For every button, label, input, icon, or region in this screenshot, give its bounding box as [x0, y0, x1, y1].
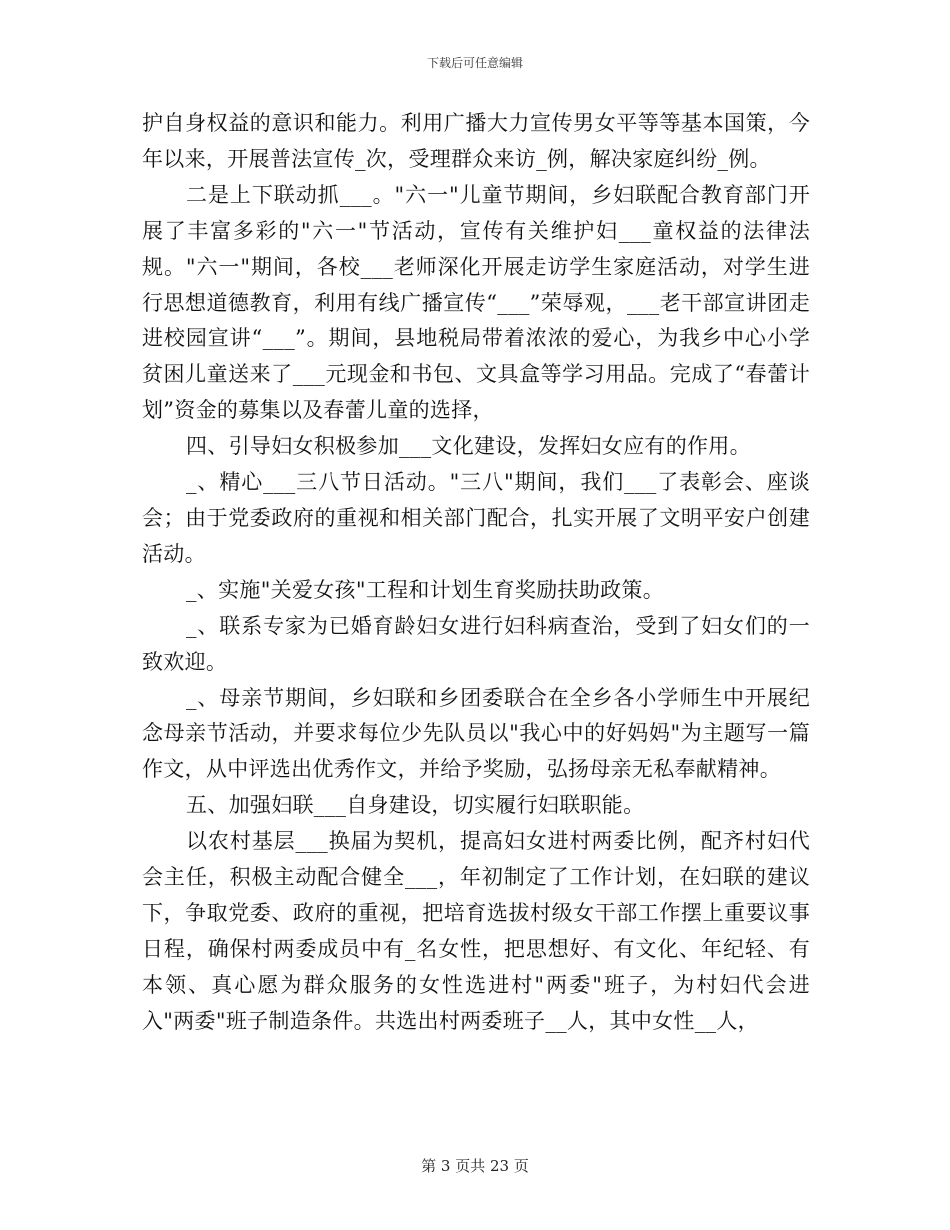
paragraph-village-election: 以农村基层___换届为契机，提高妇女进村两委比例，配齐村妇代会主任，积极主动配合健全___，年初制定了工作计划，在妇联的建议下，争取党委、政府的重视，把培育选拔村级女干部工作摆上重要议事日程，确保村两委成员中有_名女性，把思想好、有文化、年纪轻、有本领、真心愿为群众服务的女性选进村"两委"班子，为村妇代会进入"两委"班子制造条件。共选出村两委班子__人，其中女性__人， [142, 829, 810, 1033]
document-body [142, 106, 810, 1040]
paragraph-mothers-day: _、母亲节期间，乡妇联和乡团委联合在全乡各小学师生中开展纪念母亲节活动，并要求每位少先队员以"我心中的好妈妈"为主题写一篇作文，从中评选出优秀作文，并给予奖励，弘扬母亲无私奉献精神。 [142, 685, 810, 782]
page-number: 第 3 页共 23 页 [421, 1157, 529, 1175]
section-heading-four: 四、引导妇女积极参加___文化建设，发挥妇女应有的作用。 [186, 434, 751, 459]
page-header: 下载后可任意编辑 [426, 56, 523, 70]
section-heading-five: 五、加强妇联___自身建设，切实履行妇联职能。 [186, 793, 645, 818]
paragraph-womens-day: _、精心___三八节日活动。"三八"期间，我们___了表彰会、座谈会；由于党委政府的重视和相关部门配合，扎实开展了文明平安户创建活动。 [142, 470, 810, 566]
paragraph-care-for-girls: _、实施"关爱女孩"工程和计划生育奖励扶助政策。 [186, 577, 665, 602]
paragraph-health-check: _、联系专家为已婚育龄妇女进行妇科病查治，受到了妇女们的一致欢迎。 [142, 613, 810, 674]
paragraph-continuation: 护自身权益的意识和能力。利用广播大力宣传男女平等等基本国策，今年以来，开展普法宣传_次，受理群众来访_例，解决家庭纠纷_例。 [142, 111, 810, 171]
paragraph-children-day: 二是上下联动抓___。"六一"儿童节期间，乡妇联配合教育部门开展了丰富多彩的"六一"节活动，宣传有关维护妇___童权益的法律法规。"六一"期间，各校___老师深化开展走访学生家庭活动，对学生进行思想道德教育，利用有线广播宣传“___”荣辱观，___老干部宣讲团走进校园宣讲“___”。期间，县地税局带着浓浓的爱心，为我乡中心小学贫困儿童送来了___元现金和书包、文具盒等学习用品。完成了“春蕾计划”资金的募集以及春蕾儿童的选择， [142, 182, 810, 423]
